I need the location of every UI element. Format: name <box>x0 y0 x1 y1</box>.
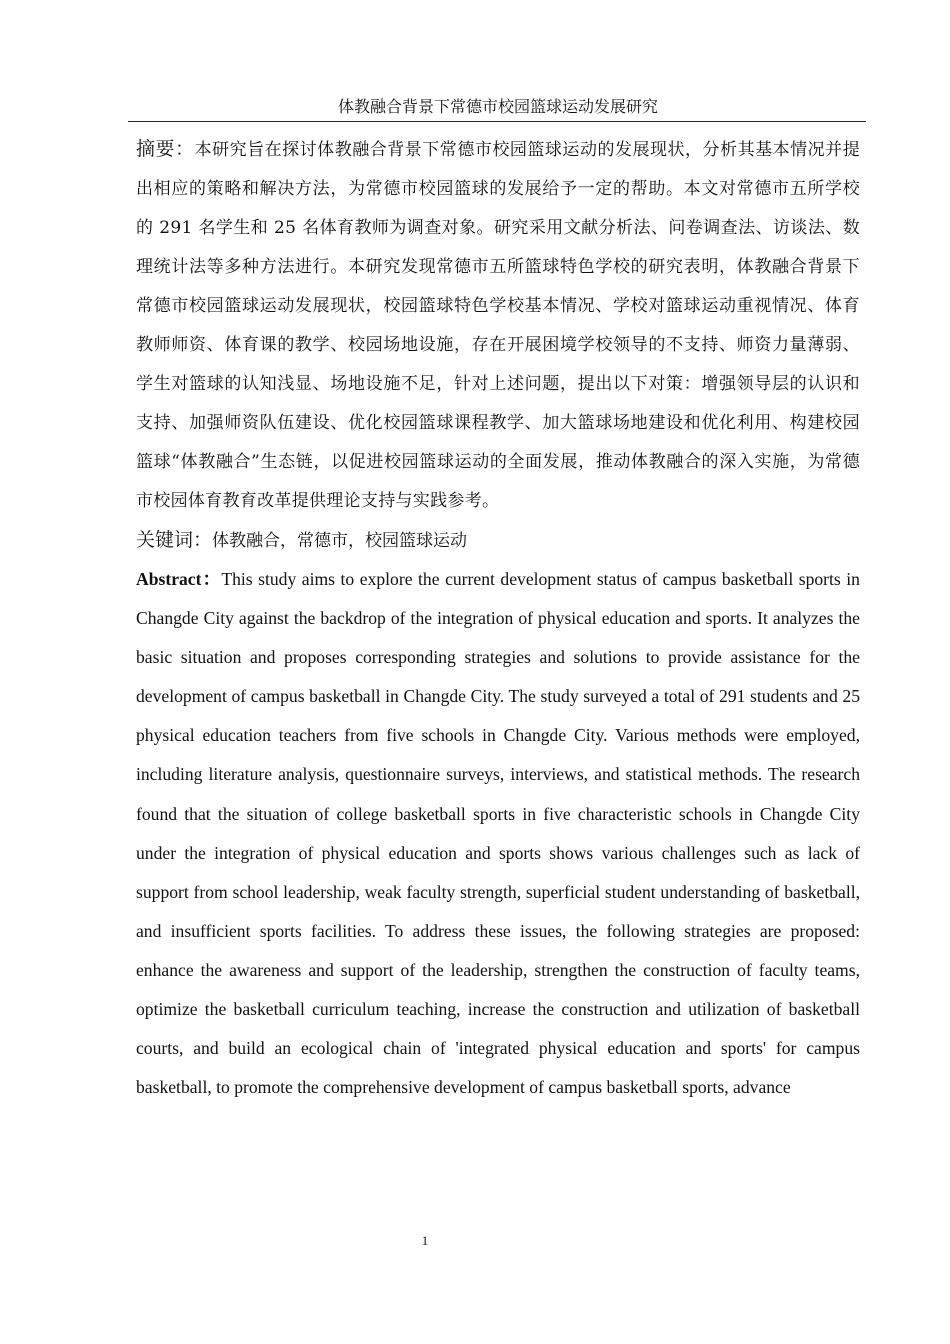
page-number: 1 <box>421 1233 429 1248</box>
chinese-keywords <box>136 521 860 560</box>
english-abstract-label: Abstract： <box>136 569 222 589</box>
chinese-keywords-label: 关键词： <box>136 529 213 551</box>
running-header-title: 体教融合背景下常德市校园篮球运动发展研究 <box>337 97 658 116</box>
abstract-body <box>136 130 860 1107</box>
english-abstract-text: This study aims to explore the current development status of campus basketball sports in Changde City against the backdrop of the integration of physical education and sports. It analyzes the basic situation and proposes corresponding strategies and solutions to provide assistance for the development of campus basketball in Changde City. The study surveyed a total of 291 students and 25 physical education teachers from five schools in Changde City. Various methods were employed, including literature analysis, questionnaire surveys, interviews, and statistical methods. The research found that the situation of college basketball sports in five characteristic schools in Changde City under the integration of physical education and sports shows various challenges such as lack of support from school leadership, weak faculty strength, superficial student understanding of basketball, and insufficient sports facilities. To address these issues, the following strategies are proposed: enhance the awareness and support of the leadership, strengthen the construction of faculty teams, optimize the basketball curriculum teaching, increase the construction and utilization of basketball courts, and build an ecological chain of 'integrated physical education and sports' for campus basketball, to promote the comprehensive development of campus basketball sports, advance <box>136 569 860 1098</box>
header-rule <box>128 121 866 122</box>
chinese-abstract <box>136 130 860 521</box>
english-abstract <box>136 560 860 1107</box>
chinese-keywords-text: 体教融合，常德市，校园篮球运动 <box>212 531 468 551</box>
chinese-abstract-text: 本研究旨在探讨体教融合背景下常德市校园篮球运动的发展现状，分析其基本情况并提出相应的策略和解决方法，为常德市校园篮球的发展给予一定的帮助。本文对常德市五所学校的 291 名学生和 25 名体育教师为调查对象。研究采用文献分析法、问卷调查法、访谈法、数理统计法等多种方法进行。本研究发现常德市五所篮球特色学校的研究表明，体教融合背景下常德市校园篮球运动发展现状，校园篮球特色学校基本情况、学校对篮球运动重视情况、体育教师师资、体育课的教学、校园场地设施，存在开展困境学校领导的不支持、师资力量薄弱、学生对篮球的认知浅显、场地设施不足，针对上述问题，提出以下对策：增强领导层的认识和支持、加强师资队伍建设、优化校园篮球课程教学、加大篮球场地建设和优化利用、构建校园篮球“体教融合”生态链，以促进校园篮球运动的全面发展，推动体教融合的深入实施，为常德市校园体育教育改革提供理论支持与实践参考。 <box>136 140 860 511</box>
chinese-abstract-label: 摘要： <box>136 138 195 160</box>
